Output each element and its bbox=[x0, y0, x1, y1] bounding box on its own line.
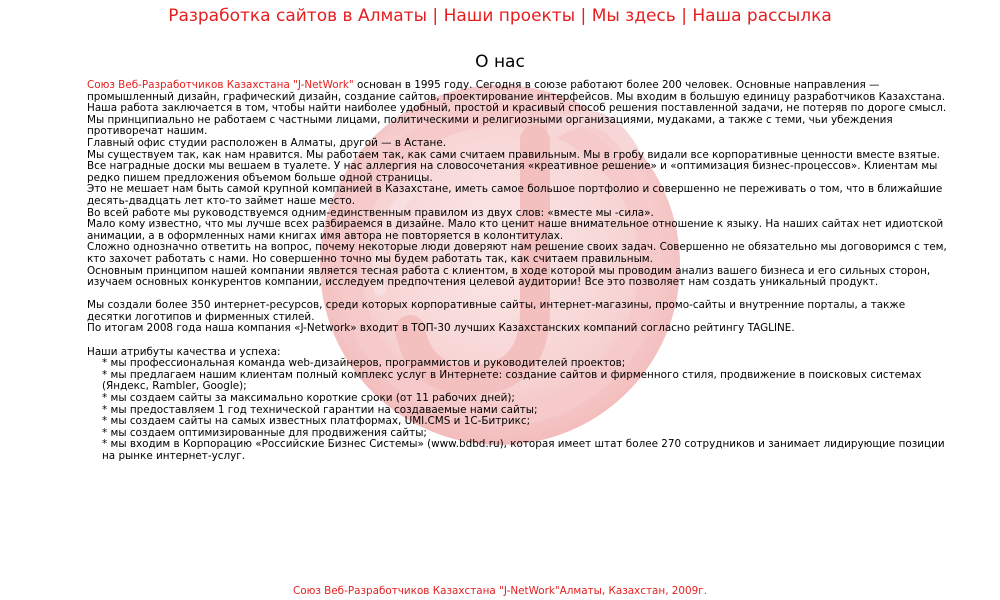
attribute-item: * мы профессиональная команда web-дизайнеров, программистов и руководителей проектов; bbox=[102, 357, 626, 370]
attribute-item: * мы создаем оптимизированные для продвижения сайты; bbox=[102, 426, 427, 439]
paragraph: Мы принципиально не работаем с частными лицами, политическими и религиозными организациями, мудаками, а также с теми, чьи убеждения противоречат нашим. bbox=[87, 113, 893, 138]
paragraph: Мы существуем так, как нам нравится. Мы работаем так, как сами считаем правильным. Мы в гробу видали все корпоративные ценности вместе взятые. Все наградные доски мы вешаем в туалете. У нас аллергия на словосочетания «креативное решение» и «оптимизация бизнес-процессов». Клиентам мы редко пишем предложения объемом больше одной страницы. bbox=[87, 148, 940, 184]
nav-link-projects[interactable]: Наши проекты bbox=[443, 6, 576, 26]
attributes-title: Наши атрибуты качества и успеха: bbox=[87, 345, 281, 358]
paragraph: Во всей работе мы руководствуемся одним-единственным правилом из двух слов: «вместе мы -сила». bbox=[87, 206, 654, 219]
paragraph: Это не мешает нам быть самой крупной компанией в Казахстане, иметь самое большое портфолио и совершенно не переживать о том, что в ближайшие десять-двадцать лет кто-то займет наше место. bbox=[87, 183, 943, 207]
nav-link-location[interactable]: Мы здесь bbox=[591, 6, 676, 26]
stats-paragraph: Мы создали более 350 интернет-ресурсов, среди которых корпоративные сайты, интернет-магазины, промо-сайты и внутренние порталы, а также десятки логотипов и фирменных стилей. bbox=[87, 299, 906, 323]
spacer bbox=[87, 335, 947, 347]
brand-name: Союз Веб-Разработчиков Казахстана "J-NetWork" bbox=[87, 79, 354, 91]
page-title: О нас bbox=[475, 52, 525, 72]
nav-link-development[interactable]: Разработка сайтов в Алматы bbox=[168, 6, 428, 26]
attribute-item: * мы создаем сайты за максимально короткие сроки (от 11 рабочих дней); bbox=[102, 392, 515, 405]
attribute-item: * мы предлагаем нашим клиентам полный комплекс услуг в Интернете: создание сайтов и фирменного стиля, продвижение в поисковых системах (Яндекс, Rambler, Google); bbox=[102, 368, 922, 393]
attribute-item: * мы предоставляем 1 год технической гарантии на создаваемые нами сайты; bbox=[102, 403, 538, 416]
paragraph: Сложно однозначно ответить на вопрос, почему некоторые люди доверяют нам решение своих задач. Совершенно не обязательно мы договоримся с тем, кто захочет работать с нами. Но совершенно точно мы будем работать так, как считаем правильным. bbox=[87, 241, 947, 265]
top-navigation bbox=[0, 5, 1000, 27]
paragraph: Наша работа заключается в том, чтобы найти наиболее удобный, простой и красивый способ решения поставленной задачи, не потеряв по дороге смысл. bbox=[87, 102, 947, 115]
stats-paragraph: По итогам 2008 года наша компания «J-Network» входит в ТОП-30 лучших Казахстанских компаний согласно рейтингу TAGLINE. bbox=[87, 322, 795, 335]
intro-paragraph bbox=[87, 80, 947, 103]
attribute-item: * мы создаем сайты на самых известных платформах, UMI.CMS и 1С-Битрикс; bbox=[102, 415, 531, 428]
attribute-item: * мы входим в Корпорацию «Российские Бизнес Системы» (www.bdbd.ru), которая имеет штат более 270 сотрудников и занимает лидирующие позиции на рынке интернет-услуг. bbox=[102, 438, 945, 462]
about-content bbox=[87, 80, 947, 463]
intro-text: основан в 1995 году. Сегодня в союзе работают более 200 человек. Основные направления — промышленный дизайн, графический дизайн, создание сайтов, проектирование интерфейсов. Мы входим в большую единицу разработчиков Казахстана. bbox=[87, 79, 946, 103]
footer-copyright: Союз Веб-Разработчиков Казахстана "J-NetWork"Алматы, Казахстан, 2009г. bbox=[292, 585, 708, 597]
paragraph: Мало кому известно, что мы лучше всех разбираемся в дизайне. Мало кто ценит наше внимательное отношение к языку. На наших сайтах нет идиотской анимации, а в оформленных нами книгах имя автора не повторяется в колонтитулах. bbox=[87, 218, 944, 242]
paragraph: Основным принципом нашей компании является тесная работа с клиентом, в ходе которой мы проводим анализ вашего бизнеса и его сильных сторон, изучаем основных конкурентов компании, исследуем предпочтения целевой аудитории! Все это позволяет нам создать уникальный продукт. bbox=[87, 264, 931, 289]
nav-separator: | bbox=[580, 6, 587, 26]
nav-link-newsletter[interactable]: Наша рассылка bbox=[692, 6, 832, 26]
nav-separator: | bbox=[432, 6, 439, 26]
nav-separator: | bbox=[681, 6, 687, 26]
paragraph: Главный офис студии расположен в Алматы, другой — в Астане. bbox=[87, 136, 447, 149]
